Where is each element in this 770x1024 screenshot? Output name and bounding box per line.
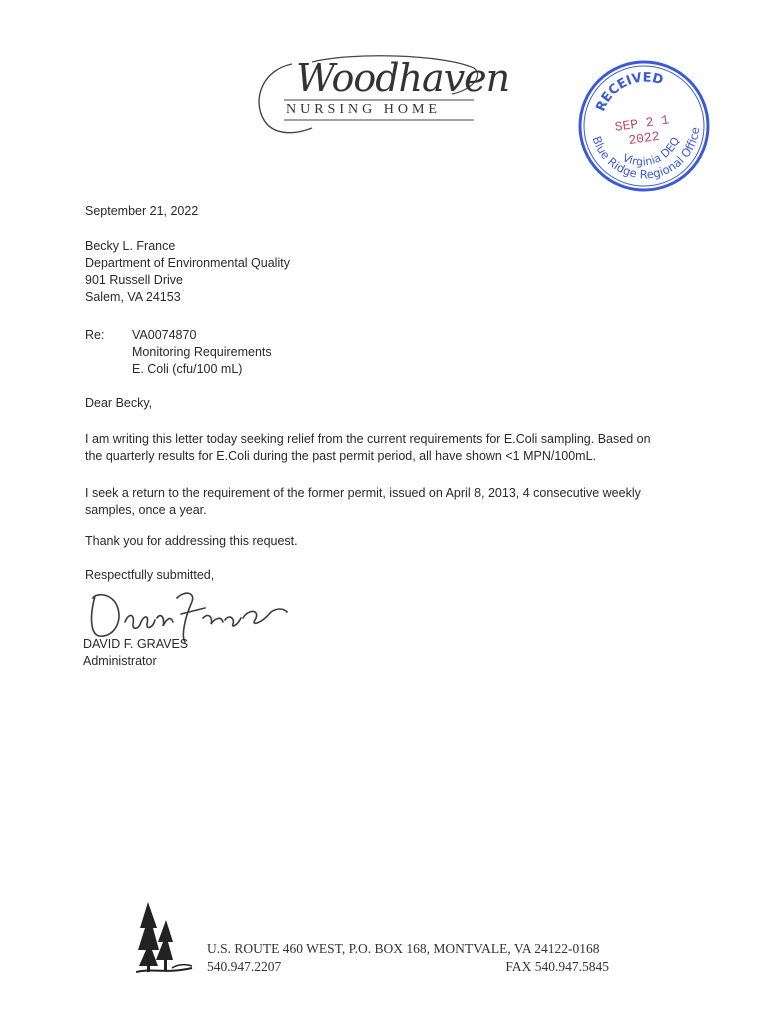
re-parameter: E. Coli (cfu/100 mL): [132, 362, 243, 376]
signer-name: DAVID F. GRAVES: [83, 637, 189, 651]
woodhaven-logo: [252, 50, 510, 140]
salutation: Dear Becky,: [85, 396, 153, 410]
signer-title: Administrator: [83, 654, 157, 668]
logo-subtitle: NURSING HOME: [286, 102, 441, 117]
paragraph-1-line-1: I am writing this letter today seeking relief from the current requirements for E.Coli sampling. Based on: [85, 432, 651, 446]
pine-tree-logo-icon: [136, 898, 194, 976]
re-topic: Monitoring Requirements: [132, 345, 272, 359]
received-stamp: [574, 58, 714, 198]
footer-address: U.S. ROUTE 460 WEST, P.O. BOX 168, MONTVALE, VA 24122-0168: [207, 941, 600, 956]
re-label: Re:: [85, 328, 105, 342]
paragraph-2: [85, 485, 675, 519]
re-subject: [132, 327, 272, 378]
recipient-name: Becky L. France: [85, 239, 176, 253]
re-permit-number: VA0074870: [132, 328, 197, 342]
recipient-address: [85, 238, 290, 306]
stamp-date: SEP 2 1 2022: [613, 112, 671, 149]
paragraph-1: [85, 431, 675, 465]
paragraph-2-line-1: I seek a return to the requirement of the former permit, issued on April 8, 2013, 4 consecutive weekly: [85, 486, 641, 500]
closing-line: Respectfully submitted,: [85, 568, 215, 582]
stamp-office-text: Blue Ridge Regional Office: [589, 126, 703, 182]
paragraph-1-line-2: the quarterly results for E.Coli during the past permit period, all have shown <1 MPN/100mL.: [85, 449, 597, 463]
recipient-city: Salem, VA 24153: [85, 290, 181, 304]
recipient-org: Department of Environmental Quality: [85, 256, 290, 270]
logo-script-text: Woodhaven: [296, 56, 510, 100]
thanks-line: Thank you for addressing this request.: [85, 534, 298, 548]
stamp-agency-text: Virginia DEQ: [620, 135, 683, 169]
letter-date: September 21, 2022: [85, 204, 199, 218]
footer-phone: 540.947.2207: [207, 959, 282, 974]
footer-contact: [207, 941, 609, 975]
stamp-received-text: RECEIVED: [593, 70, 665, 114]
paragraph-2-line-2: samples, once a year.: [85, 503, 207, 517]
recipient-street: 901 Russell Drive: [85, 273, 183, 287]
footer-fax: FAX 540.947.5845: [505, 959, 609, 974]
